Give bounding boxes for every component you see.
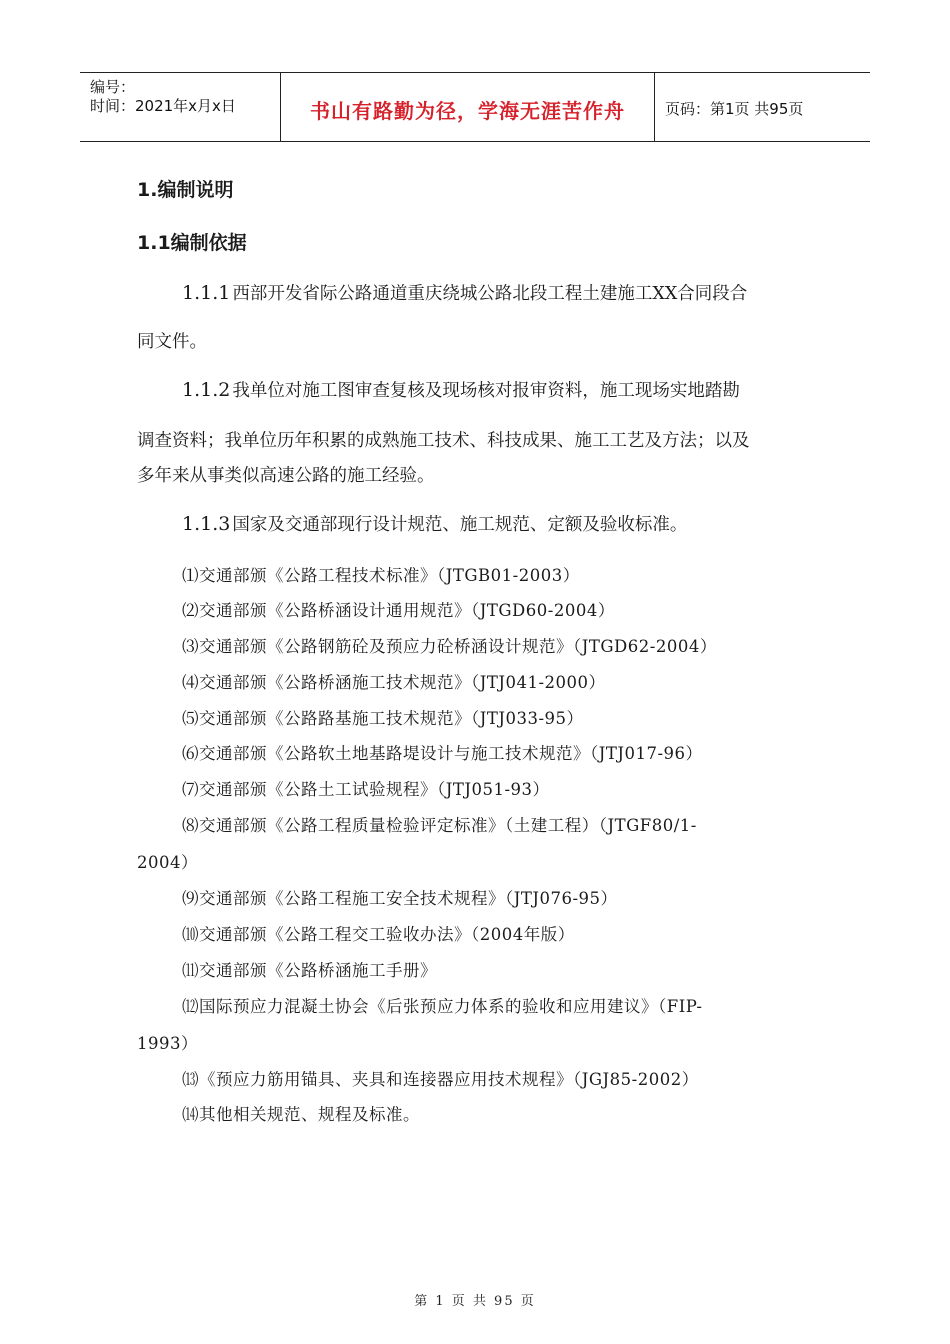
section-heading: 1.编制说明: [137, 179, 234, 201]
header-page-info: 页码：第1页 共95页: [665, 100, 804, 118]
subsection-heading: 1.1编制依据: [137, 232, 247, 254]
paragraph-number: 1.1.2: [182, 379, 231, 401]
reference-item: ⑻交通部颁《公路工程质量检验评定标准》（土建工程）（JTGF80/1-: [182, 816, 697, 835]
reference-item: ⑼交通部颁《公路工程施工安全技术规程》（JTJ076-95）: [182, 889, 618, 908]
reference-item-continued: 1993）: [137, 1034, 198, 1053]
paragraph-3-line-1: [182, 511, 687, 536]
document-header: [80, 72, 870, 142]
page-footer: 第 1 页 共 95 页: [414, 1294, 536, 1309]
document-number-label: 编号：: [90, 78, 136, 96]
paragraph-text: 国家及交通部现行设计规范、施工规范、定额及验收标准。: [232, 515, 688, 535]
header-page-cell: [655, 73, 870, 141]
paragraph-1-line-2: 同文件。: [137, 332, 207, 352]
header-motto: 书山有路勤为径，学海无涯苦作舟: [310, 99, 625, 123]
paragraph-number: 1.1.1: [182, 282, 231, 304]
paragraph-2-line-1: [182, 377, 740, 402]
reference-item: ⑴交通部颁《公路工程技术标准》（JTGB01-2003）: [182, 566, 580, 585]
reference-item-continued: 2004）: [137, 853, 198, 872]
reference-item: ⑷交通部颁《公路桥涵施工技术规范》（JTJ041-2000）: [182, 673, 606, 692]
header-meta-cell: [80, 73, 281, 141]
reference-item: ⑾交通部颁《公路桥涵施工手册》: [182, 961, 437, 980]
reference-item: ⑹交通部颁《公路软土地基路堤设计与施工技术规范》（JTJ017-96）: [182, 744, 703, 763]
paragraph-1-line-1: [182, 280, 747, 305]
reference-item: ⑶交通部颁《公路钢筋砼及预应力砼桥涵设计规范》（JTGD62-2004）: [182, 637, 717, 656]
paragraph-2-line-2: 调查资料；我单位历年积累的成熟施工技术、科技成果、施工工艺及方法；以及: [137, 431, 750, 451]
document-time-label: 时间：2021年x月x日: [90, 97, 236, 115]
paragraph-text: 我单位对施工图审查复核及现场核对报审资料，施工现场实地踏勘: [232, 381, 740, 401]
reference-item: ⒁其他相关规范、规程及标准。: [182, 1105, 420, 1124]
paragraph-text: 西部开发省际公路通道重庆绕城公路北段工程土建施工XX合同段合: [232, 284, 748, 304]
reference-item: ⑺交通部颁《公路土工试验规程》（JTJ051-93）: [182, 780, 550, 799]
paragraph-number: 1.1.3: [182, 513, 231, 535]
reference-item: ⑵交通部颁《公路桥涵设计通用规范》（JTGD60-2004）: [182, 601, 615, 620]
reference-item: ⑿国际预应力混凝土协会《后张预应力体系的验收和应用建议》（FIP-: [182, 997, 703, 1016]
reference-item: ⑸交通部颁《公路路基施工技术规范》（JTJ033-95）: [182, 709, 584, 728]
header-motto-cell: [281, 73, 655, 141]
reference-item: ⑽交通部颁《公路工程交工验收办法》（2004年版）: [182, 925, 575, 944]
paragraph-2-line-3: 多年来从事类似高速公路的施工经验。: [137, 466, 435, 486]
reference-item: ⒀《预应力筋用锚具、夹具和连接器应用技术规程》（JGJ85-2002）: [182, 1070, 699, 1089]
